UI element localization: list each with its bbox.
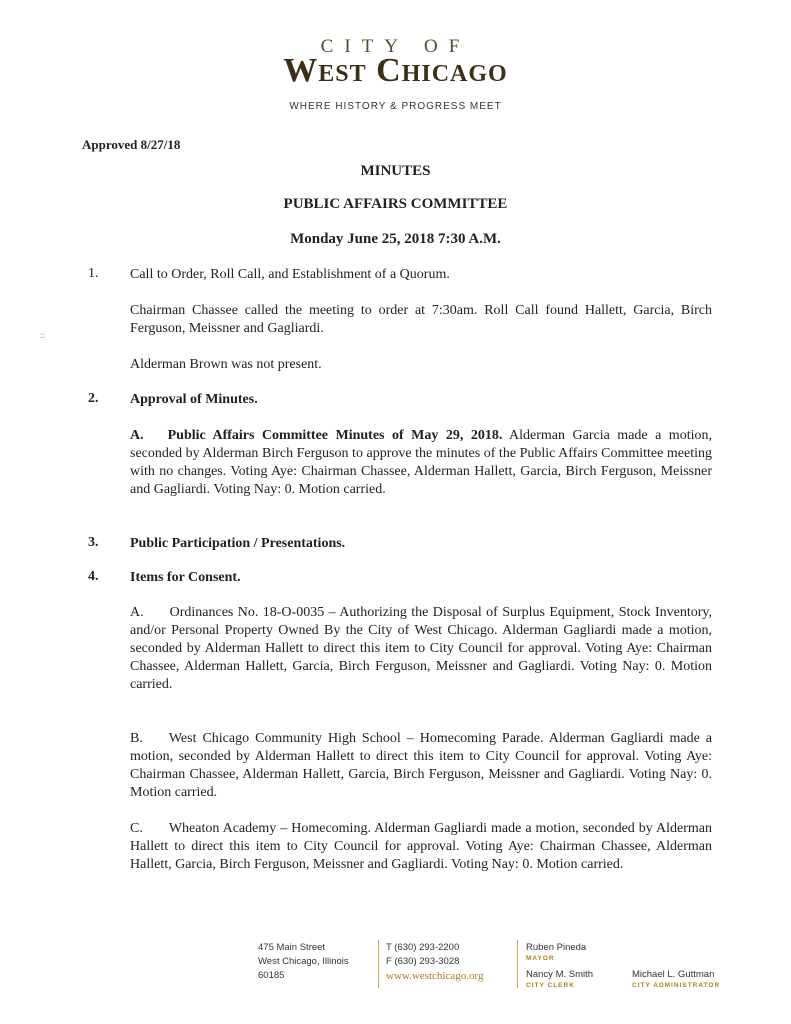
item-4a-paragraph	[130, 604, 712, 694]
item-4c-text: Wheaton Academy – Homecoming. Alderman Gagliardi made a motion, seconded by Alderman Hallett to direct this item to City Council for approval. Voting Aye: Chairman Chassee, Alderman Hallett, Garcia, Birch Ferguson, Meissner and Gagliardi. Voting Nay: 0. Motion carried.	[130, 821, 712, 872]
footer-zip: 60185	[258, 970, 285, 981]
item-3-number: 3.	[88, 535, 99, 550]
item-4b-label: B.	[130, 731, 143, 746]
item-4a-text: Ordinances No. 18-O-0035 – Authorizing the Disposal of Surplus Equipment, Stock Inventory, and/or Personal Property Owned By the City of West Chicago. Alderman Gagliardi made a motion, seconded by Alderman Hallett to direct this item to City Council for approval. Voting Aye: Chairman Chassee, Alderman Hallett, Garcia, Birch Ferguson, Meissner and Gagliardi. Voting Nay: 0. Motion carried.	[130, 605, 712, 692]
item-4-title: Items for Consent.	[130, 570, 241, 585]
item-2a-text: Alderman Garcia made a motion, seconded by Alderman Birch Ferguson to approve the minutes of the Public Affairs Committee meeting with no changes. Voting Aye: Chairman Chassee, Alderman Hallett, Garcia, Birch Ferguson, Meissner and Gagliardi. Voting Nay: 0. Motion carried.	[130, 428, 712, 497]
footer-city: West Chicago, Illinois	[258, 956, 349, 967]
footer-address	[258, 941, 349, 983]
item-4-number: 4.	[88, 569, 99, 584]
item-2a-label: A.	[130, 428, 144, 443]
letterhead-city-of: CITY OF	[320, 36, 471, 57]
item-1-number: 1.	[88, 266, 99, 281]
footer-street: 475 Main Street	[258, 942, 326, 953]
committee-title: PUBLIC AFFAIRS COMMITTEE	[283, 196, 508, 212]
footer-clerk-name: Nancy M. Smith	[526, 969, 594, 980]
footer-phone: T (630) 293-2200	[386, 942, 460, 953]
item-4b-text: West Chicago Community High School – Homecoming Parade. Alderman Gagliardi made a motion, seconded by Alderman Hallett to direct this item to City Council for approval. Voting Aye: Chairman Chassee, Alderman Hallett, Garcia, Birch Ferguson, Meissner and Gagliardi. Voting Nay: 0. Motion carried.	[130, 731, 712, 800]
item-3-title: Public Participation / Presentations.	[130, 536, 346, 551]
footer-fax: F (630) 293-3028	[386, 956, 460, 967]
item-2-title: Approval of Minutes.	[130, 392, 258, 407]
footer-website[interactable]: www.westchicago.org	[386, 970, 484, 982]
footer-clerk-role: CITY CLERK	[526, 982, 575, 989]
footer-clerk	[526, 968, 593, 990]
footer-mayor-name: Ruben Pineda	[526, 942, 587, 953]
meeting-date: Monday June 25, 2018 7:30 A.M.	[290, 231, 501, 247]
footer-admin	[632, 968, 720, 990]
item-4c-label: C.	[130, 821, 143, 836]
minutes-title: MINUTES	[360, 163, 431, 179]
footer-admin-role: CITY ADMINISTRATOR	[632, 982, 721, 989]
item-1-title: Call to Order, Roll Call, and Establishment of a Quorum.	[130, 267, 450, 282]
item-2a-paragraph	[130, 427, 712, 499]
item-1-paragraph: Chairman Chassee called the meeting to order at 7:30am. Roll Call found Hallett, Garcia, Birch Ferguson, Meissner and Gagliardi.	[130, 303, 712, 336]
margin-mark: ::	[40, 330, 46, 340]
footer-divider-1	[378, 940, 379, 988]
footer-mayor-role: MAYOR	[526, 955, 555, 962]
item-2a-bold-text: Public Affairs Committee Minutes of May 29, 2018.	[167, 428, 503, 443]
item-2-number: 2.	[88, 391, 99, 406]
footer-divider-2	[517, 940, 518, 988]
approved-date: Approved 8/27/18	[82, 137, 181, 152]
footer-admin-name: Michael L. Guttman	[632, 969, 715, 980]
footer-contact	[386, 941, 483, 983]
item-1-paragraph-2: Alderman Brown was not present.	[130, 357, 322, 372]
item-4b-paragraph	[130, 730, 712, 802]
item-4a-label: A.	[130, 605, 144, 620]
letterhead-city-name: West Chicago	[283, 52, 508, 89]
footer-mayor	[526, 941, 586, 963]
item-4c-paragraph	[130, 820, 712, 874]
letterhead-tagline: WHERE HISTORY & PROGRESS MEET	[289, 101, 502, 112]
